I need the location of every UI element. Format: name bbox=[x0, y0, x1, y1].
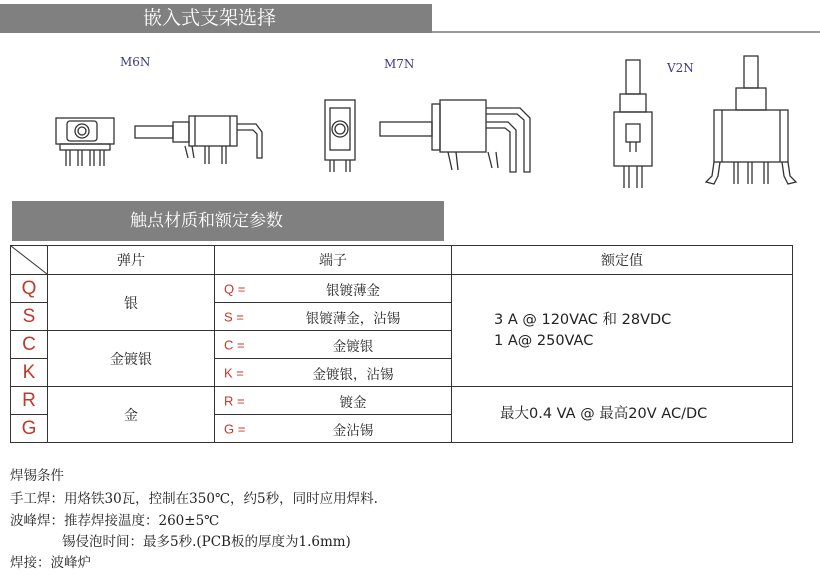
contact-material: 金 bbox=[48, 387, 215, 443]
option-letter: Q bbox=[11, 275, 48, 303]
bracket-drawings bbox=[0, 0, 820, 200]
option-letter: C bbox=[11, 331, 48, 359]
v2n-front-view bbox=[614, 60, 652, 188]
terminal-cell bbox=[215, 415, 452, 443]
rating-cell-2: 最大0.4 VA @ 最高20V AC/DC bbox=[452, 387, 793, 443]
section-banner-mounting: 嵌入式支架选择 bbox=[0, 4, 432, 33]
terminal-code: S = bbox=[224, 309, 244, 324]
model-label-v2n: V2N bbox=[667, 61, 694, 75]
m7n-front-view bbox=[325, 100, 355, 172]
soldering-title: 焊锡条件 bbox=[10, 468, 64, 484]
table-row bbox=[11, 387, 793, 415]
terminal-cell bbox=[215, 359, 452, 387]
option-letter: S bbox=[11, 303, 48, 331]
m7n-side-view bbox=[380, 100, 530, 172]
model-label-m6n: M6N bbox=[120, 55, 151, 69]
option-letter: K bbox=[11, 359, 48, 387]
header-contact: 弹片 bbox=[48, 246, 215, 275]
terminal-cell bbox=[215, 387, 452, 415]
hand-soldering-note: 手工焊：用烙铁30瓦，控制在350℃，约5秒，同时应用焊料. bbox=[10, 491, 378, 507]
terminal-cell bbox=[215, 275, 452, 303]
terminal-desc: 银镀薄金，沾锡 bbox=[305, 310, 401, 327]
m6n-side-view bbox=[135, 116, 262, 164]
header-rating: 额定值 bbox=[452, 246, 793, 275]
wave-soldering-note: 波峰焊：推荐焊接温度：260±5℃ bbox=[10, 513, 220, 529]
terminal-code: R = bbox=[224, 393, 245, 408]
terminal-cell bbox=[215, 331, 452, 359]
option-letter: R bbox=[11, 387, 48, 415]
terminal-code: K = bbox=[224, 365, 244, 380]
rating-line: 3 A @ 120VAC 和 28VDC bbox=[494, 311, 672, 328]
contact-material: 银 bbox=[48, 275, 215, 331]
rating-line: 1 A@ 250VAC bbox=[494, 332, 594, 349]
terminal-desc: 金镀银，沾锡 bbox=[312, 366, 394, 383]
m6n-front-view bbox=[56, 118, 114, 166]
terminal-cell bbox=[215, 303, 452, 331]
contact-material: 金镀银 bbox=[48, 331, 215, 387]
table-header-row bbox=[11, 246, 793, 275]
terminal-desc: 金镀银 bbox=[332, 338, 374, 355]
tin-dip-time-note: 锡侵泡时间：最多5秒.(PCB板的厚度为1.6mm) bbox=[62, 534, 351, 550]
contact-rating-table bbox=[10, 245, 793, 443]
header-corner-cell bbox=[11, 246, 48, 275]
welding-note: 焊接：波峰炉 bbox=[10, 555, 91, 571]
terminal-code: Q = bbox=[224, 281, 246, 296]
header-terminal: 端子 bbox=[215, 246, 452, 275]
terminal-code: C = bbox=[224, 337, 245, 352]
rating-cell-1 bbox=[452, 275, 793, 387]
terminal-desc: 银镀薄金 bbox=[326, 282, 380, 299]
terminal-code: G = bbox=[224, 421, 246, 436]
model-label-m7n: M7N bbox=[384, 57, 415, 71]
terminal-desc: 镀金 bbox=[339, 394, 367, 411]
terminal-desc: 金沾锡 bbox=[332, 422, 374, 439]
table-row bbox=[11, 275, 793, 303]
v2n-side-view bbox=[706, 56, 796, 184]
section-banner-contacts: 触点材质和额定参数 bbox=[12, 201, 444, 241]
option-letter: G bbox=[11, 415, 48, 443]
